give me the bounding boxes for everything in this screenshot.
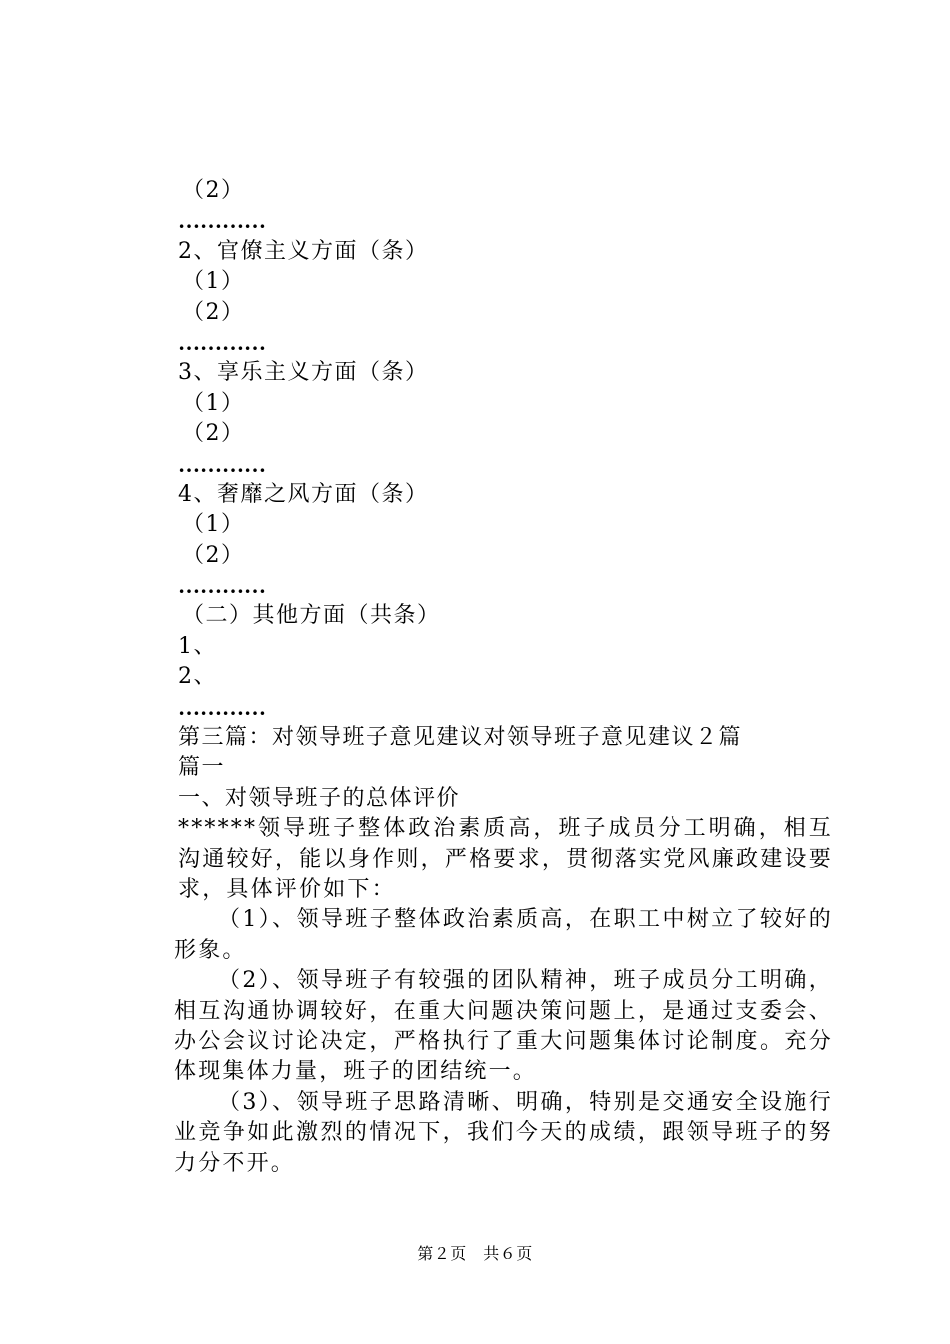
outline-item: （2） [182, 421, 245, 447]
outline-item: （1） [182, 512, 245, 538]
outline-item: （2） [182, 178, 245, 203]
document-body [174, 176, 833, 1179]
ellipsis-line: ………… [178, 208, 266, 234]
ellipsis-line: ………… [178, 573, 266, 599]
part-heading: 篇一 [178, 755, 226, 781]
subsection-heading: 一、对领导班子的总体评价 [178, 785, 461, 811]
evaluation-body [174, 814, 833, 1179]
chapter-title: 第三篇：对领导班子意见建议对领导班子意见建议２篇 [178, 725, 743, 751]
outline-item: （2） [182, 299, 245, 325]
section-heading: 2、官僚主义方面（条） [178, 238, 429, 264]
section-heading: 4、奢靡之风方面（条） [178, 481, 429, 507]
paragraph: ******领导班子整体政治素质高，班子成员分工明确，相互沟通较好，能以身作则，严格要求，贯彻落实党风廉政建设要求，具体评价如下： [178, 816, 833, 903]
outline-item: 1、 [178, 633, 217, 659]
ellipsis-line: ………… [178, 451, 266, 477]
paragraph: （1）、领导班子整体政治素质高，在职工中树立了较好的形象。 [174, 907, 833, 963]
outline-item: （2） [182, 542, 245, 568]
outline-item: （1） [182, 390, 245, 416]
outline-item: （1） [182, 269, 245, 295]
ellipsis-line: ………… [178, 329, 266, 355]
section-heading: 3、享乐主义方面（条） [178, 360, 429, 386]
paragraph: （3）、领导班子思路清晰、明确，特别是交通安全设施行业竞争如此激烈的情况下，我们今天的成绩，跟领导班子的努力分不开。 [174, 1089, 833, 1176]
paragraph: （2）、领导班子有较强的团队精神，班子成员分工明确，相互沟通协调较好，在重大问题决策问题上，是通过支委会、办公会议讨论决定，严格执行了重大问题集体讨论制度。充分体现集体力量，班子的团结统一。 [174, 968, 833, 1085]
page-number-footer: 第２页 共６页 [417, 1244, 533, 1263]
outline-item: 2、 [178, 664, 217, 690]
ellipsis-line: ………… [178, 694, 266, 720]
section-heading: （二）其他方面（共条） [182, 603, 441, 629]
